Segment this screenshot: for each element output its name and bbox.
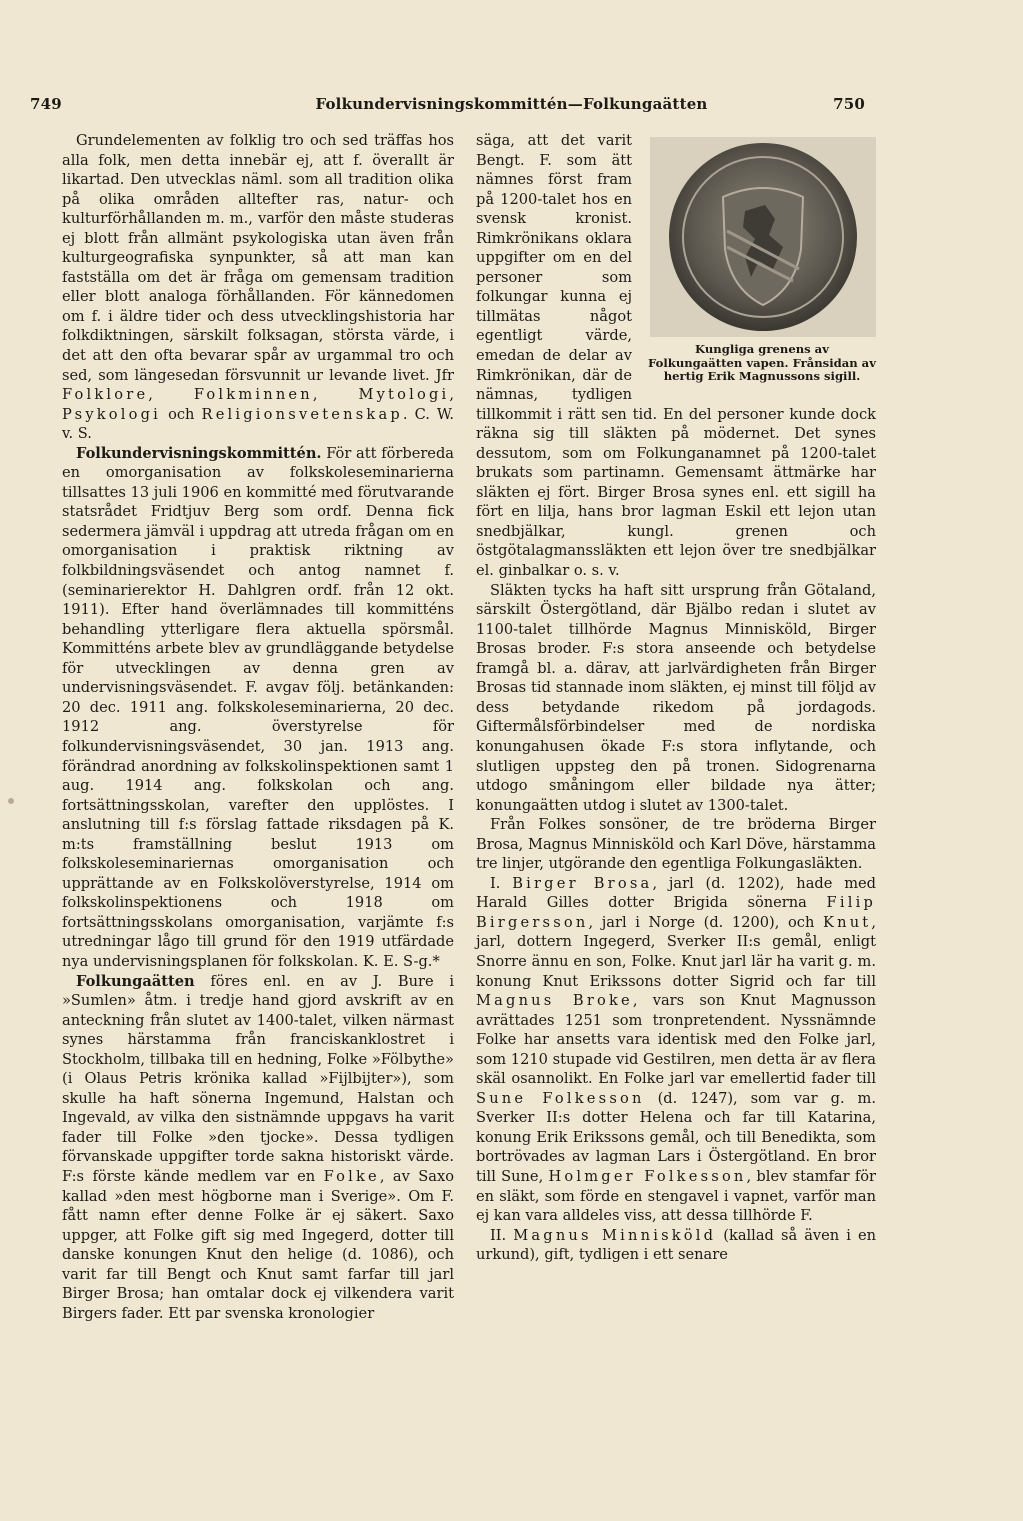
- figure-caption: Kungliga grenens av Folkungaätten vapen. Frånsidan av hertig Erik Magnussons sigill.: [648, 342, 876, 384]
- running-head: Folkundervisningskommittén—Folkungaätten: [315, 95, 708, 113]
- entry-heading: Folkundervisningskommittén.: [76, 444, 322, 462]
- seal-image: [650, 137, 876, 337]
- right-page-number: 750: [833, 95, 865, 113]
- left-column: [62, 131, 454, 1323]
- entry-heading: Folkungaätten: [76, 972, 195, 990]
- folklore-paragraph: Grundelementen av folklig tro och sed träffas hos alla folk, men detta innebär ej, att f. överallt är likartad. Den utvecklas näml. som all tradition olika på olika områden alltefter ras, natur- och kulturförhållanden m. m., varför den måste studeras ej blott från allmänt psykologiska utan även från kulturgeografiska synpunkter, så att man kan fastställa om det är fråga om gemensam tradition eller blott analoga förhållanden. För kännedomen om f. i äldre tider och dess utvecklingshistoria har folkdiktningen, särskilt folksagan, största värde, i det att den ofta bevarar spår av urgammal tro och sed, som längesedan försvunnit ur levande livet. Jfr Folklore, Folkminnen, Mytologi, Psykologi och Religionsvetenskap. C. W. v. S.: [62, 132, 455, 443]
- brothers-paragraph: Från Folkes sonsöner, de tre bröderna Birger Brosa, Magnus Minnisköld och Karl Döve, härstamma tre linjer, utgörande den egentliga Folkungasläkten.: [476, 816, 876, 873]
- lineage-paragraph: Släkten tycks ha haft sitt ursprung från Götaland, särskilt Östergötland, där Bjälbo redan i slutet av 1100-talet tillhörde Magnus Minnisköld, Birger Brosas broder. F:s stora anseende och betydelse framgå bl. a. därav, att jarlvärdigheten från Birger Brosas tid stannade inom släkten, ej minst till följd av dess betydande rikedom på jordagods. Giftermålsförbindelser med de nordiska konungahusen ökade F:s stora inflytande, och slutligen uppsteg den på tronen. Sidogrenarna utdogo småningom eller bildade nya ätter; konungaätten utdog i slutet av 1300-talet.: [476, 581, 876, 814]
- magnus-paragraph: II. Magnus Minnisköld (kallad så även i en urkund), gift, tydligen i ett senare: [476, 1226, 877, 1264]
- folkungaatten-paragraph: Folkungaätten föres enl. en av J. Bure i »Sumlen» åtm. i tredje hand gjord avskrift av en anteckning från slutet av 1400-talet, vilken närmast synes härstamma från franciskanklostret i Stockholm, tillbaka till en hedning, Folke »Fölbythe» (i Olaus Petris krönika kallad »Fijlbijter»), som skulle ha haft sönerna Ingemund, Halstan och Ingevald, av vilka den sistnämnde uppgavs ha varit fader till Folke »den tjocke». Dessa tydligen förvanskade uppgifter torde sakna historiskt värde. F:s förste kände medlem var en Folke, av Saxo kallad »den mest högborne man i Sverige». Om F. fått namn efter denne Folke är ej säkert. Saxo uppger, att Folke gift sig med Ingegerd, dotter till danske konungen Knut den helige (d. 1086), och varit far till Bengt och Knut samt farfar till jarl Birger Brosa; han omtalar dock ej vilkendera varit Birgers fader. Ett par svenska kronologier: [62, 972, 455, 1322]
- birger-brosa-paragraph: I. Birger Brosa, jarl (d. 1202), hade med Harald Gilles dotter Brigida sönerna Filip Birgersson, jarl i Norge (d. 1200), och Knut, jarl, dottern Ingegerd, Sverker II:s gemål, enligt Snorre ännu en son, Folke. Knut jarl lär ha varit g. m. konung Knut Erikssons dotter Sigrid och far till Magnus Broke, vars son Knut Magnusson avrättades 1251 som tronpretendent. Nyssnämnde Folke har ansetts vara identisk med den Folke jarl, som 1210 stupade vid Gestilren, men detta är av flera skäl osannolikt. En Folke jarl var emellertid fader till Sune Folkesson (d. 1247), som var g. m. Sverker II:s dotter Helena och far till Katarina, konung Erik Erikssons gemål, och till Benedikta, som bortrövades av lagman Lars i Östergötland. En bror till Sune, Holmger Folkesson, blev stamfar för en släkt, som förde en stengavel i vapnet, varför man ej kan vara alldeles viss, att dessa tillhörde F.: [476, 874, 877, 1225]
- kommitten-paragraph: Folkundervisningskommittén. För att förbereda en omorganisation av folkskoleseminarierna tillsattes 13 juli 1906 en kommitté med förutvarande statsrådet Fridtjuv Berg som ordf. Denna fick sedermera jämväl i uppdrag att utreda frågan om en omorganisation i praktisk riktning av folkbildningsväsendet och antog namnet f. (seminarierektor H. Dahlgren ordf. från 12 okt. 1911). Efter hand överlämnades till kommitténs behandling ytterligare flera aktuella spörsmål. Kommitténs arbete blev av grundläggande betydelse för utvecklingen av denna gren av undervisningsväsendet. F. avgav följ. betänkanden: 20 dec. 1911 ang. folkskoleseminarierna, 20 dec. 1912 ang. överstyrelse för folkundervisningsväsendet, 30 jan. 1913 ang. förändrad anordning av folkskolinspektionen samt 1 aug. 1914 ang. folkskolan och ang. fortsättningsskolan, varefter den upplöstes. I anslutning till f:s förslag fattade riksdagen på K. m:ts framställning beslut 1913 om folkskoleseminariernas omorganisation och upprättande av en Folkskolöverstyrelse, 1914 om folkskolinspektionens och 1918 om fortsättningsskolans omorganisation, varjämte f:s utredningar lågo till grund för den 1919 utfärdade nya undervisningsplanen för folkskolan. K. E. S-g.*: [62, 444, 454, 970]
- right-column: [476, 131, 876, 1265]
- left-page-number: 749: [30, 95, 62, 113]
- seal-figure: [640, 137, 876, 384]
- margin-dot: [8, 798, 14, 804]
- origin-paragraph: säga, att det varit Bengt. F. som ätt nämnes först fram på 1200-talet hos en svensk kronist. Rimkrönikans oklara uppgifter om en del personer som folkungar kunna ej tillmätas något egentligt värde, emedan de delar av Rimkrönikan, där de nämnas, tydligen tillkommit i rätt sen tid. En del personer kunde dock räkna sig till släkten på mödernet. Det synes dessutom, som om Folkunganamnet på 1200-talet brukats som partinamn. Gemensamt ättmärke har släkten ej fört. Birger Brosa synes enl. ett sigill ha fört en lilja, hans bror lagman Eskil ett lejon utan snedbjälkar, kungl. grenen och östgötalagmanssläkten ett lejon över tre snedbjälkar el. ginbalkar o. s. v.: [476, 132, 876, 580]
- seal-icon: [663, 139, 863, 335]
